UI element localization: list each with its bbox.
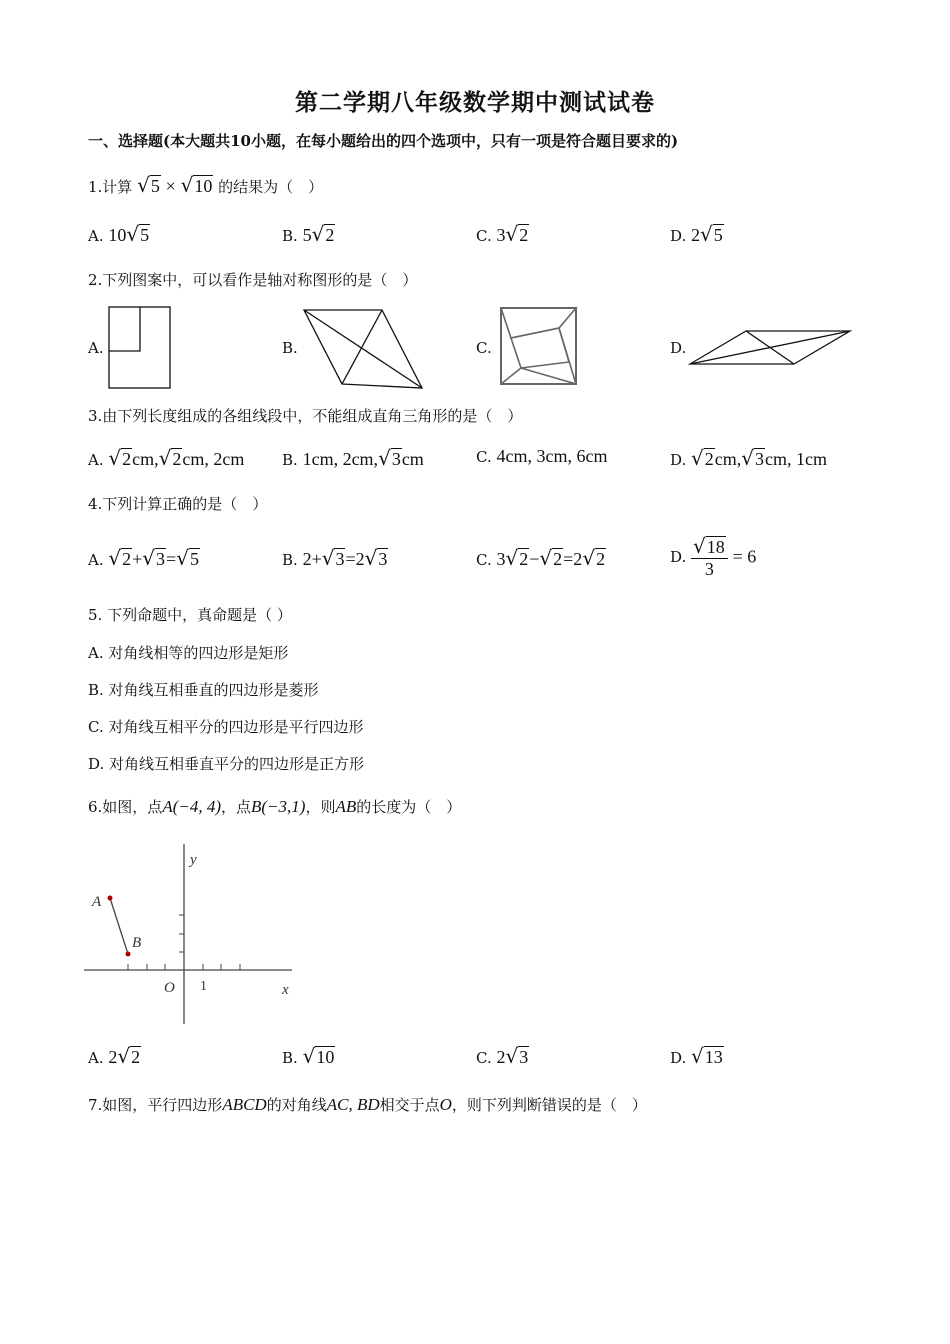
q6-option-a[interactable]: A. 2√2 xyxy=(88,1044,141,1068)
q6-label-one: 1 xyxy=(200,979,207,994)
option-label: C. xyxy=(476,227,492,245)
q4-option-b[interactable]: B. 2+√3=2√3 xyxy=(282,546,388,570)
option-op: = xyxy=(166,549,177,569)
option-coef: 2 xyxy=(691,225,701,245)
q3-option-b[interactable]: B. 1cm, 2cm,√3cm xyxy=(282,446,424,470)
option-radicand: 3 xyxy=(335,549,345,569)
option-radicand: 5 xyxy=(713,225,723,245)
q5-option-c[interactable]: C. 对角线互相平分的四边形是平行四边形 xyxy=(88,718,364,736)
option-coef: 10 xyxy=(108,225,127,245)
q2-option-c-label[interactable]: C. xyxy=(476,339,492,357)
q2-figure-d xyxy=(688,328,854,368)
option-radicand: 3 xyxy=(378,549,388,569)
option-radicand: 5 xyxy=(140,225,150,245)
q7-text: 相交于点 xyxy=(379,1096,440,1114)
option-text: =2 xyxy=(563,549,583,569)
option-text: cm, 1cm xyxy=(765,449,828,469)
q7-parallelogram: ABCD xyxy=(222,1095,267,1114)
option-label: B. xyxy=(282,1049,298,1067)
q3-option-c[interactable] xyxy=(476,446,607,467)
q6-coordinate-figure xyxy=(84,842,304,1028)
option-label: B. xyxy=(282,227,298,245)
option-label: A. xyxy=(88,551,104,569)
q6-label-x: x xyxy=(282,982,289,998)
option-text: 1cm, 2cm, xyxy=(302,449,379,469)
option-label: A. xyxy=(88,451,104,469)
question-1: 1.计算 √5 × √10 的结果为（ ） xyxy=(88,173,324,197)
option-radicand: 2 xyxy=(704,449,714,469)
option-radicand: 2 xyxy=(519,225,529,245)
q1-radicand-a: 5 xyxy=(150,176,160,196)
option-text: cm, 2cm xyxy=(182,449,245,469)
q2-option-b-label[interactable]: B. xyxy=(282,339,298,357)
option-text: cm, xyxy=(132,449,159,469)
q2-option-a-label[interactable]: A. xyxy=(88,339,104,357)
q7-prefix: 7.如图，平行四边形 xyxy=(88,1096,223,1114)
fraction-denominator: 3 xyxy=(704,559,714,579)
option-radicand: 3 xyxy=(519,1047,529,1067)
option-radicand: 2 xyxy=(131,1047,141,1067)
q5-option-a[interactable]: A. 对角线相等的四边形是矩形 xyxy=(88,644,289,662)
option-rhs: = 6 xyxy=(732,546,757,567)
q6-text: ，则 xyxy=(305,798,336,816)
q1-option-c[interactable]: C. 3√2 xyxy=(476,222,529,246)
q1-option-a[interactable]: A. 10√5 xyxy=(88,222,150,246)
option-coef: 2 xyxy=(496,1047,506,1067)
q3-option-d[interactable]: D. √2cm,√3cm, 1cm xyxy=(670,446,828,470)
q6-point-a: A(−4, 4) xyxy=(162,797,221,816)
q2-figure-c xyxy=(499,306,579,386)
q1-suffix: 的结果为（ ） xyxy=(218,178,324,196)
q2-figure-b xyxy=(302,308,426,390)
option-label: D. xyxy=(670,451,687,469)
option-radicand: 2 xyxy=(596,549,606,569)
option-radicand: 3 xyxy=(391,449,401,469)
q6-option-b[interactable]: B. √10 xyxy=(282,1044,335,1068)
option-radicand: 2 xyxy=(122,449,132,469)
option-label: C. xyxy=(476,551,492,569)
option-label: A. xyxy=(88,227,104,245)
option-coef: 2 xyxy=(108,1047,118,1067)
option-radicand: 2 xyxy=(553,549,563,569)
q4-option-a[interactable]: A. √2+√3=√5 xyxy=(88,546,199,570)
option-text: 2+ xyxy=(302,549,322,569)
question-4: 4.下列计算正确的是（ ） xyxy=(88,495,268,513)
q1-prefix: 1.计算 xyxy=(88,178,133,196)
q7-suffix: ，则下列判断错误的是（ ） xyxy=(451,1096,647,1114)
option-op: + xyxy=(132,549,143,569)
q4-fraction: $\frac{√18}{3}$ xyxy=(691,534,728,580)
page-title: 第二学期八年级数学期中测试试卷 xyxy=(295,89,655,116)
q2-option-d-label[interactable]: D. xyxy=(670,339,687,357)
q6-option-d[interactable]: D. √13 xyxy=(670,1044,723,1068)
option-coef: 5 xyxy=(302,225,312,245)
option-text: 3 xyxy=(496,549,506,569)
q3-option-a[interactable]: A. √2cm,√2cm, 2cm xyxy=(88,446,245,470)
option-label: C. xyxy=(476,1049,492,1067)
q4-option-d[interactable] xyxy=(670,534,756,580)
q6-suffix: 的长度为（ ） xyxy=(356,798,462,816)
q6-prefix: 6.如图，点 xyxy=(88,798,163,816)
q5-option-b[interactable]: B. 对角线互相垂直的四边形是菱形 xyxy=(88,681,319,699)
q7-text: 的对角线 xyxy=(266,1096,327,1114)
option-radicand: 2 xyxy=(122,549,132,569)
option-coef: 3 xyxy=(496,225,506,245)
option-radicand: 13 xyxy=(704,1047,723,1067)
q6-label-b: B xyxy=(132,935,142,951)
q6-text: ，点 xyxy=(221,798,252,816)
option-text: cm, xyxy=(714,449,742,469)
q1-radicand-b: 10 xyxy=(194,176,213,196)
option-radicand: 3 xyxy=(755,449,765,469)
q2-figure-a xyxy=(108,306,172,390)
q7-point: O xyxy=(439,1095,452,1114)
question-6 xyxy=(88,796,461,817)
option-radicand: 2 xyxy=(172,449,182,469)
option-text: =2 xyxy=(345,549,365,569)
question-3: 3.由下列长度组成的各组线段中，不能组成直角三角形的是（ ） xyxy=(88,407,523,425)
q6-label-y: y xyxy=(190,852,197,868)
option-label: D. xyxy=(670,227,687,245)
q6-label-a: A xyxy=(92,894,102,910)
question-7 xyxy=(88,1094,647,1115)
option-text: cm xyxy=(401,449,424,469)
option-label: C. xyxy=(476,448,492,466)
section-heading: 一、选择题(本大题共10小题，在每小题给出的四个选项中，只有一项是符合题目要求的) xyxy=(88,132,679,150)
question-5: 5. 下列命题中，真命题是（ ） xyxy=(88,606,292,624)
q5-option-d[interactable]: D. 对角线互相垂直平分的四边形是正方形 xyxy=(88,755,365,773)
option-radicand: 2 xyxy=(519,549,529,569)
option-radicand: 3 xyxy=(156,549,166,569)
q1-times: × xyxy=(165,176,176,196)
option-radicand: 5 xyxy=(189,549,199,569)
option-radicand: 2 xyxy=(325,225,335,245)
q6-point-b: B(−3,1) xyxy=(251,797,306,816)
q6-segment: AB xyxy=(335,797,357,816)
option-label: A. xyxy=(88,1049,104,1067)
option-label: B. xyxy=(282,451,298,469)
q1-option-b[interactable]: B. 5√2 xyxy=(282,222,335,246)
option-label: D. xyxy=(670,548,687,566)
question-2: 2.下列图案中，可以看作是轴对称图形的是（ ） xyxy=(88,271,418,289)
q6-option-c[interactable]: C. 2√3 xyxy=(476,1044,529,1068)
option-radicand: 10 xyxy=(316,1047,335,1067)
q1-option-d[interactable]: D. 2√5 xyxy=(670,222,723,246)
option-text: 4cm, 3cm, 6cm xyxy=(496,446,608,466)
option-label: D. xyxy=(670,1049,687,1067)
q7-diagonals: AC, BD xyxy=(326,1095,380,1114)
q4-option-c[interactable]: C. 3√2−√2=2√2 xyxy=(476,546,606,570)
q6-label-origin: O xyxy=(164,980,175,996)
fraction-numerator: 18 xyxy=(706,537,725,557)
option-label: B. xyxy=(282,551,298,569)
option-op: − xyxy=(529,549,540,569)
